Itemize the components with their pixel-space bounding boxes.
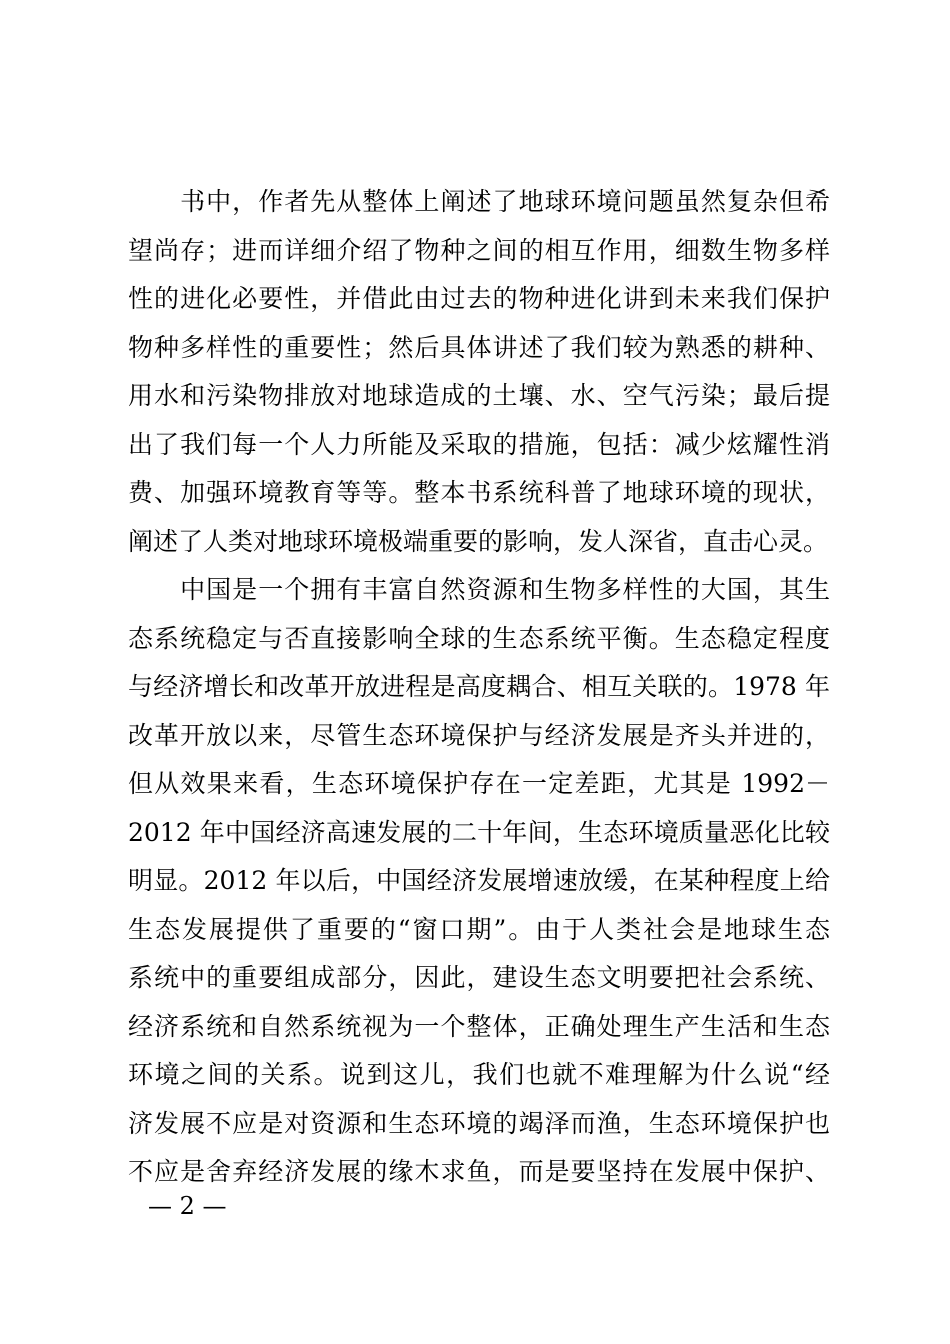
text-line: 态系统稳定与否直接影响全球的生态系统平衡。生态稳定程度 (128, 623, 830, 653)
text-line: 环境之间的关系。说到这儿，我们也就不难理解为什么说“经 (128, 1060, 830, 1089)
text-line: 用水和污染物排放对地球造成的土壤、水、空气污染；最后提 (128, 381, 830, 410)
text-line: 中国是一个拥有丰富自然资源和生物多样性的大国，其生 (128, 575, 830, 604)
text-line: 明显。2012 年以后，中国经济发展增速放缓，在某种程度上给 (128, 866, 830, 895)
text-line: 生态发展提供了重要的“窗口期”。由于人类社会是地球生态 (128, 914, 830, 944)
text-line: 望尚存；进而详细介绍了物种之间的相互作用，细数生物多样 (128, 235, 830, 265)
text-line: 系统中的重要组成部分，因此，建设生态文明要把社会系统、 (128, 963, 830, 992)
text-line: 2012 年中国经济高速发展的二十年间，生态环境质量恶化比较 (128, 817, 830, 847)
text-line: 物种多样性的重要性；然后具体讲述了我们较为熟悉的耕种、 (128, 332, 830, 362)
text-line: 改革开放以来，尽管生态环境保护与经济发展是齐头并进的， (128, 720, 830, 750)
page-number: — 2 — (148, 1192, 227, 1220)
text-line: 与经济增长和改革开放进程是高度耦合、相互关联的。1978 年 (128, 672, 830, 701)
text-line: 经济系统和自然系统视为一个整体，正确处理生产生活和生态 (128, 1011, 830, 1041)
paragraph (128, 566, 830, 1197)
text-line: 性的进化必要性，并借此由过去的物种进化讲到未来我们保护 (128, 284, 830, 313)
text-line: 济发展不应是对资源和生态环境的竭泽而渔，生态环境保护也 (128, 1108, 830, 1138)
text-line: 费、加强环境教育等等。整本书系统科普了地球环境的现状， (128, 478, 830, 507)
text-line: 书中，作者先从整体上阐述了地球环境问题虽然复杂但希 (128, 187, 830, 216)
text-line: 出了我们每一个人力所能及采取的措施，包括：减少炫耀性消 (128, 429, 830, 459)
paragraph (128, 178, 830, 566)
document-body (128, 178, 830, 1197)
text-line: 不应是舍弃经济发展的缘木求鱼，而是要坚持在发展中保护、 (128, 1157, 830, 1186)
text-line: 阐述了人类对地球环境极端重要的影响，发人深省，直击心灵。 (128, 526, 829, 556)
text-line: 但从效果来看，生态环境保护存在一定差距，尤其是 1992－ (128, 769, 830, 798)
